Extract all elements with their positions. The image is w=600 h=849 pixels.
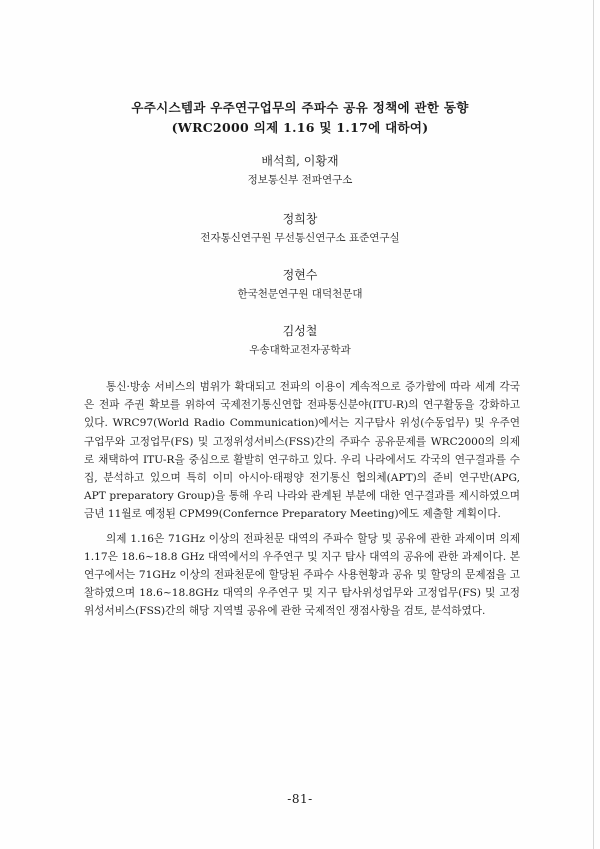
scan-edge-divider: [593, 0, 594, 849]
author-affiliation: 정보통신부 전파연구소: [247, 174, 353, 186]
author-name: 정현수: [282, 268, 318, 282]
author-name: 김성철: [282, 324, 318, 338]
author-name: 정희창: [282, 212, 318, 226]
page-number: -81-: [287, 792, 313, 806]
author-affiliation: 우송대학교전자공학과: [249, 344, 351, 356]
paper-title: 우주시스템과 우주연구업무의 주파수 공유 정책에 관한 동향: [131, 100, 469, 115]
author-name: 배석희, 이황재: [261, 154, 339, 168]
abstract-body: [84, 378, 520, 621]
author-affiliation: 전자통신연구원 무선통신연구소 표준연구실: [200, 232, 400, 244]
abstract-paragraph: 의제 1.16은 71GHz 이상의 전파천문 대역의 주파수 할당 및 공유에 관한 과제이며 의제 1.17은 18.6~18.8 GHz 대역에서의 우주연구 및 지구 탐사 대역의 공유에 관한 과제이다. 본 연구에서는 71GHz 이상의 전파천문에 할당된 주파수 사용현황과 공유 및 할당의 문제점을 고찰하였으며 18.6~18.8GHz 대역의 우주연구 및 지구 탐사위성업무와 고정업무(FS) 및 고정위성서비스(FSS)간의 해당 지역별 공유에 관한 국제적인 쟁점사항을 검토, 분석하였다.: [84, 532, 520, 618]
paper-subtitle: (WRC2000 의제 1.16 및 1.17에 대하여): [171, 120, 429, 135]
abstract-paragraph: 통신·방송 서비스의 범위가 확대되고 전파의 이용이 계속적으로 증가함에 따라 세계 각국은 전파 주권 확보를 위하여 국제전기통신연합 전파통신분야(ITU-R)의 연구활동을 강화하고 있다. WRC97(World Radio Communication)에서는 지구탐사 위성(수동업무) 및 우주연구업무와 고정업무(FS) 및 고정위성서비스(FSS)간의 주파수 공유문제를 WRC2000의 의제로 채택하여 ITU-R을 중심으로 활발히 연구하고 있다. 우리 나라에서도 각국의 연구결과를 수집, 분석하고 있으며 특히 이미 아시아·태평양 전기통신 협의체(APT)의 준비 연구반(APG, APT preparatory Group)을 통해 우리 나라와 관계된 부분에 대한 연구결과를 제시하였으며 금년 11월로 예정된 CPM99(Confernce Preparatory Meeting)에도 제출할 계획이다.: [84, 381, 520, 521]
author-affiliation: 한국천문연구원 대덕천문대: [237, 288, 363, 300]
